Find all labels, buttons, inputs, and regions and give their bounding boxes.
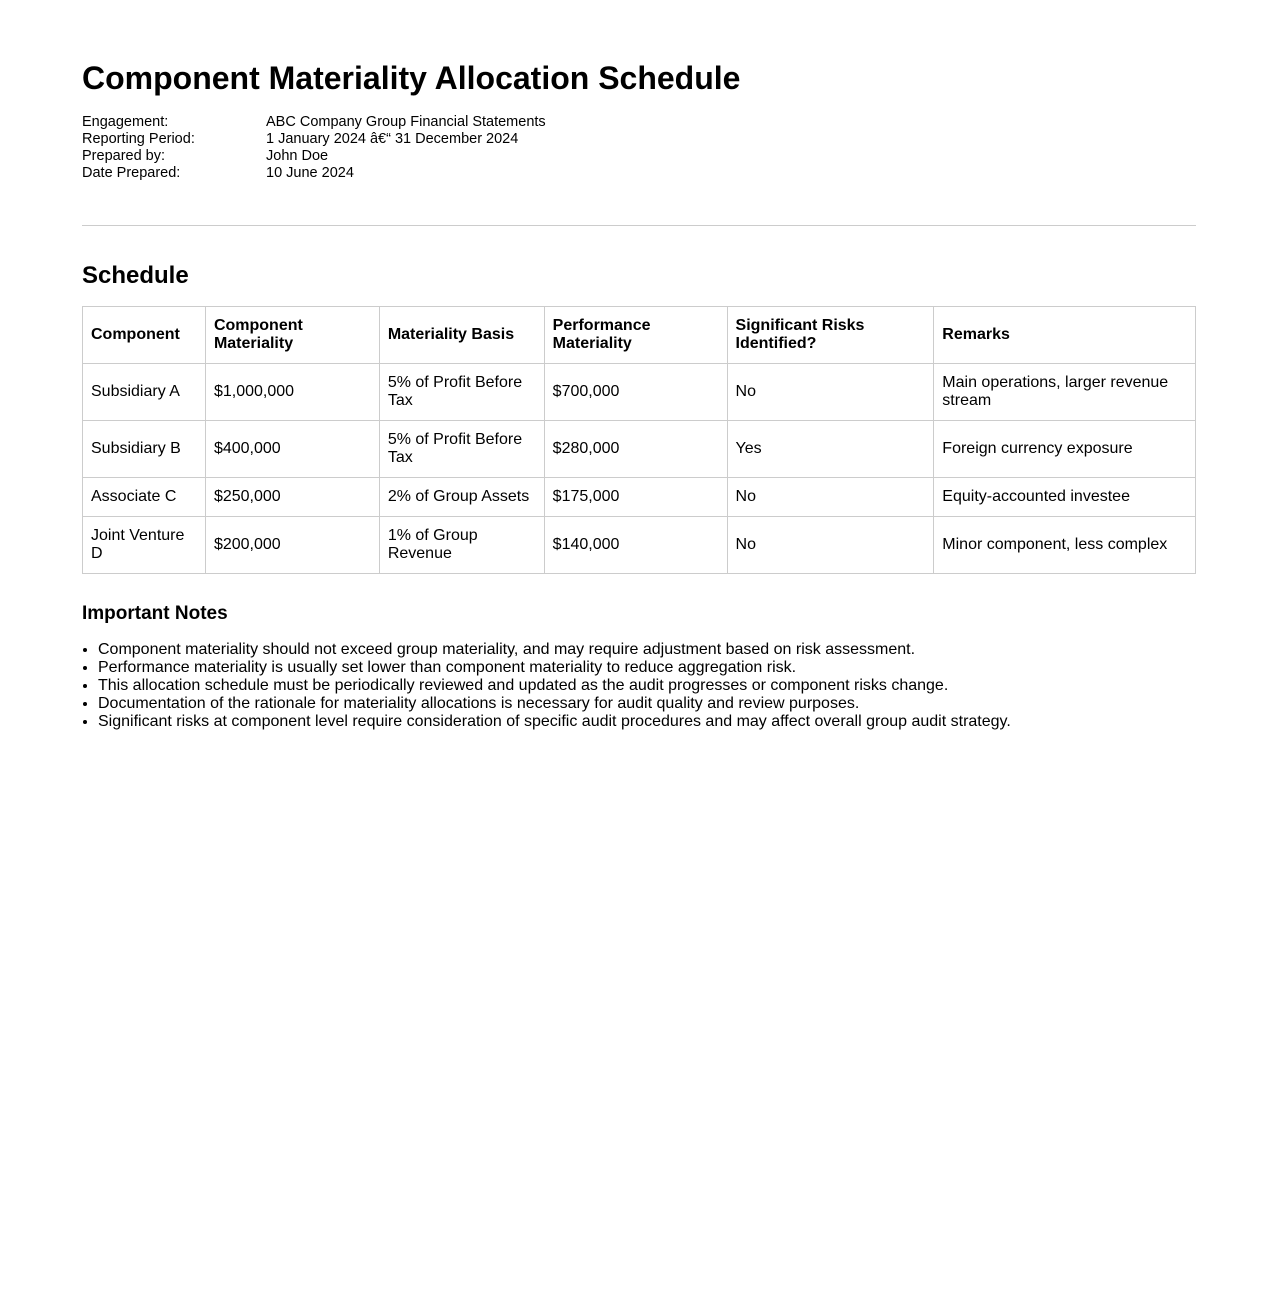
meta-label: Date Prepared:	[82, 165, 181, 181]
cell-component-materiality: $1,000,000	[205, 364, 379, 421]
cell-component: Subsidiary B	[83, 421, 206, 478]
cell-component-materiality: $250,000	[205, 478, 379, 517]
cell-remarks: Foreign currency exposure	[934, 421, 1196, 478]
meta-label: Prepared by:	[82, 148, 166, 164]
cell-significant-risks: No	[727, 478, 934, 517]
table-row	[83, 517, 1196, 574]
list-item: • This allocation schedule must be periodically reviewed and updated as the audit progresses or component risks change.	[98, 677, 1196, 695]
list-item: • Significant risks at component level require consideration of specific audit procedures and may affect overall group audit strategy.	[98, 713, 1196, 731]
table-row	[83, 364, 1196, 421]
column-header-component-materiality: Component Materiality	[205, 307, 379, 364]
meta-label: Reporting Period:	[82, 131, 195, 147]
meta-row-date-prepared	[82, 165, 546, 182]
page-title: Component Materiality Allocation Schedule	[82, 60, 741, 96]
cell-component-materiality: $200,000	[205, 517, 379, 574]
cell-performance-materiality: $140,000	[544, 517, 727, 574]
table-row	[83, 421, 1196, 478]
meta-value: John Doe	[266, 148, 329, 164]
meta-value: ABC Company Group Financial Statements	[266, 114, 546, 130]
schedule-heading: Schedule	[82, 262, 189, 289]
notes-list	[82, 641, 1196, 731]
meta-row-prepared-by	[82, 148, 546, 165]
meta-value: 1 January 2024 â€“ 31 December 2024	[266, 131, 519, 147]
table-row	[83, 478, 1196, 517]
cell-significant-risks: No	[727, 517, 934, 574]
meta-row-engagement	[82, 114, 546, 131]
cell-performance-materiality: $280,000	[544, 421, 727, 478]
cell-remarks: Equity-accounted investee	[934, 478, 1196, 517]
cell-significant-risks: Yes	[727, 421, 934, 478]
column-header-materiality-basis: Materiality Basis	[379, 307, 544, 364]
notes-heading: Important Notes	[82, 603, 228, 624]
cell-significant-risks: No	[727, 364, 934, 421]
cell-component: Associate C	[83, 478, 206, 517]
meta-label: Engagement:	[82, 114, 169, 130]
cell-performance-materiality: $175,000	[544, 478, 727, 517]
meta-value: 10 June 2024	[266, 165, 354, 181]
section-divider	[82, 225, 1196, 226]
cell-component-materiality: $400,000	[205, 421, 379, 478]
cell-materiality-basis: 2% of Group Assets	[379, 478, 544, 517]
cell-remarks: Main operations, larger revenue stream	[934, 364, 1196, 421]
list-item: • Performance materiality is usually set lower than component materiality to reduce aggregation risk.	[98, 659, 1196, 677]
cell-performance-materiality: $700,000	[544, 364, 727, 421]
materiality-schedule-table	[82, 306, 1196, 574]
cell-materiality-basis: 1% of Group Revenue	[379, 517, 544, 574]
engagement-details	[82, 114, 546, 182]
list-item: • Component materiality should not exceed group materiality, and may require adjustment based on risk assessment.	[98, 641, 1196, 659]
column-header-performance-materiality: Performance Materiality	[544, 307, 727, 364]
column-header-remarks: Remarks	[934, 307, 1196, 364]
cell-component: Subsidiary A	[83, 364, 206, 421]
table-header-row	[83, 307, 1196, 364]
cell-materiality-basis: 5% of Profit Before Tax	[379, 364, 544, 421]
meta-row-reporting-period	[82, 131, 546, 148]
column-header-component: Component	[83, 307, 206, 364]
cell-component: Joint Venture D	[83, 517, 206, 574]
column-header-significant-risks: Significant Risks Identified?	[727, 307, 934, 364]
cell-materiality-basis: 5% of Profit Before Tax	[379, 421, 544, 478]
cell-remarks: Minor component, less complex	[934, 517, 1196, 574]
list-item: • Documentation of the rationale for materiality allocations is necessary for audit quality and review purposes.	[98, 695, 1196, 713]
